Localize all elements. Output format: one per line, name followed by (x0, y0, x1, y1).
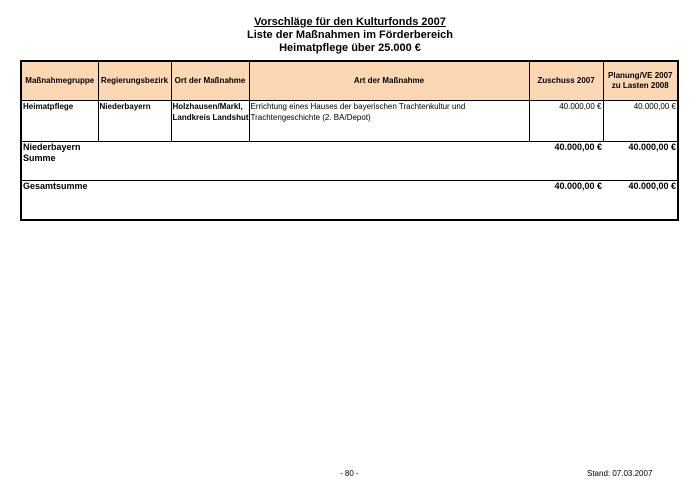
page-number: - 80 - (340, 469, 359, 478)
subtotal-label-text: Niederbayern Summe (23, 142, 81, 163)
col-header-zuschuss: Zuschuss 2007 (529, 61, 603, 101)
table-header-row (21, 61, 678, 101)
subtotal-zuschuss: 40.000,00 € (529, 142, 603, 181)
total-zuschuss: 40.000,00 € (529, 181, 603, 221)
cell-zuschuss: 40.000,00 € (529, 101, 603, 142)
cell-planung: 40.000,00 € (603, 101, 678, 142)
col-header-gruppe: Maßnahmegruppe (21, 61, 98, 101)
total-planung: 40.000,00 € (603, 181, 678, 221)
col-header-art: Art der Maßnahme (249, 61, 529, 101)
total-label: Gesamtsumme (21, 181, 529, 221)
cell-gruppe: Heimatpflege (21, 101, 98, 142)
document-title (0, 16, 700, 55)
cell-bezirk: Niederbayern (98, 101, 171, 142)
col-header-ort: Ort der Maßnahme (171, 61, 249, 101)
measures-table (20, 60, 679, 221)
title-line-3: Heimatpflege über 25.000 € (279, 42, 421, 54)
total-row (21, 181, 678, 221)
table-row (21, 101, 678, 142)
subtotal-label (21, 142, 529, 181)
col-header-planung: Planung/VE 2007 zu Lasten 2008 (603, 61, 678, 101)
cell-ort: Holzhausen/Markl, Landkreis Landshut (171, 101, 249, 142)
subtotal-planung: 40.000,00 € (603, 142, 678, 181)
col-header-bezirk: Regierungsbezirk (98, 61, 171, 101)
title-line-2: Liste der Maßnahmen im Förderbereich (247, 29, 453, 41)
title-line-1: Vorschläge für den Kulturfonds 2007 (254, 16, 446, 28)
stand-date: Stand: 07.03.2007 (587, 469, 653, 478)
subtotal-row (21, 142, 678, 181)
cell-art: Errichtung eines Hauses der bayerischen Trachtenkultur und Trachtengeschichte (2. BA/Depot) (249, 101, 529, 142)
